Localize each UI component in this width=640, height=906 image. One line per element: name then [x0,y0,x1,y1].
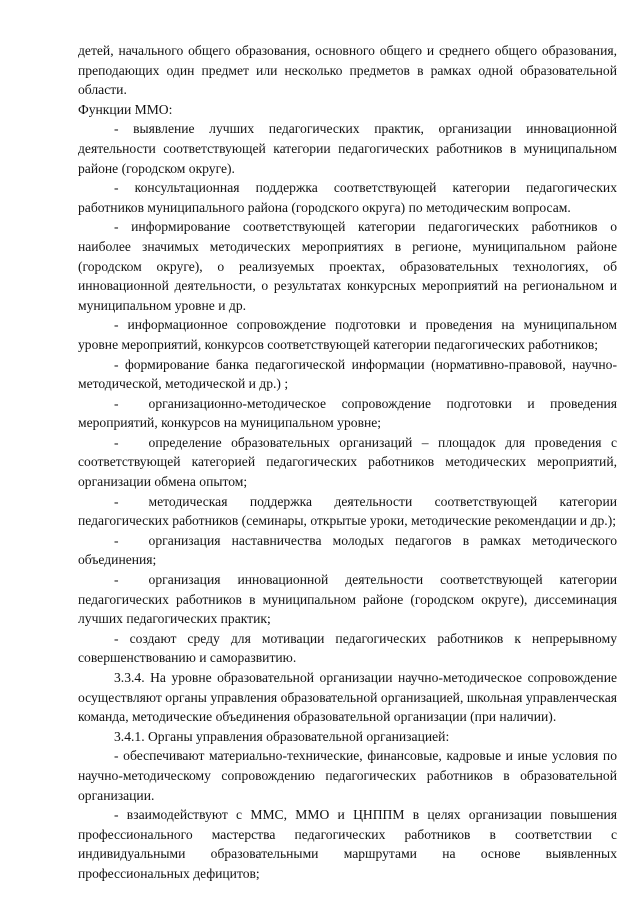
function-item [78,433,617,492]
governance-item: - обеспечивают материально-технические, финансовые, кадровые и иные условия по научно-методическому сопровождению педагогических работников в образовательной организации. [78,748,617,803]
function-item: - формирование банка педагогической информации (нормативно-правовой, научно-методической, методической и др.) ; [78,356,617,392]
function-item [78,570,617,629]
function-item: - информирование соответствующей категории педагогических работников о наиболее значимых методических мероприятиях в регионе, муниципальном районе (городском округе), о реализуемых проектах, образовательных технологиях, об инновационной деятельности, о результатах конкурсных мероприятий на региональном и муниципальном уровне и др. [78,219,617,313]
list-dash: - [114,395,119,411]
function-item-text: организация наставничества молодых педагогов в рамках методического объединения; [78,532,617,568]
list-dash: - [114,532,119,548]
function-item-text: методическая поддержка деятельности соответствующей категории педагогических работников (семинары, открытые уроки, методические рекомендации и др.); [78,493,617,529]
list-dash: - [114,572,119,588]
function-item: - консультационная поддержка соответствующей категории педагогических работников муниципального района (городского округа) по методическим вопросам. [78,180,617,215]
section-3-3-4: 3.3.4. На уровне образовательной организации научно-методическое сопровождение осуществляют органы управления образовательной организацией, школьная управленческая команда, методические объединения образовательной организации (при наличии). [78,670,617,725]
functions-heading: Функции ММО: [78,101,173,117]
paragraph-intro: детей, начального общего образования, основного общего и среднего общего образования, преподающих один предмет или несколько предметов в рамках одной образовательной области. [78,43,617,98]
document-page [78,41,617,884]
governance-item: - взаимодействуют с ММС, ММО и ЦНППМ в целях организации повышения профессионального мастерства педагогических работников в соответствии с индивидуальными образовательными маршрутами на основе выявленных профессиональных дефицитов; [78,807,617,881]
function-item-text: организация инновационной деятельности соответствующей категории педагогических работников в муниципальном районе (городском округе), диссеминация лучших педагогических практик; [78,572,617,627]
function-item-text: организационно-методическое сопровождение подготовки и проведения мероприятий, конкурсов на муниципальном уровне; [78,395,617,431]
function-item [78,394,617,433]
function-item [78,492,617,531]
function-item [78,531,617,570]
function-item: - выявление лучших педагогических практик, организации инновационной деятельности соответствующей категории педагогических работников в муниципальном районе (городском округе). [78,121,617,176]
list-dash: - [114,434,119,450]
function-item: - информационное сопровождение подготовки и проведения на муниципальном уровне мероприятий, конкурсов соответствующей категории педагогических работников; [78,317,617,352]
function-item: - создают среду для мотивации педагогических работников к непрерывному совершенствованию и саморазвитию. [78,630,617,666]
function-item-text: определение образовательных организаций – площадок для проведения с соответствующей категорией педагогических работников методических мероприятий, организации обмена опытом; [78,434,617,490]
list-dash: - [114,493,119,509]
section-3-4-1-heading: 3.4.1. Органы управления образовательной организацией: [114,728,450,744]
